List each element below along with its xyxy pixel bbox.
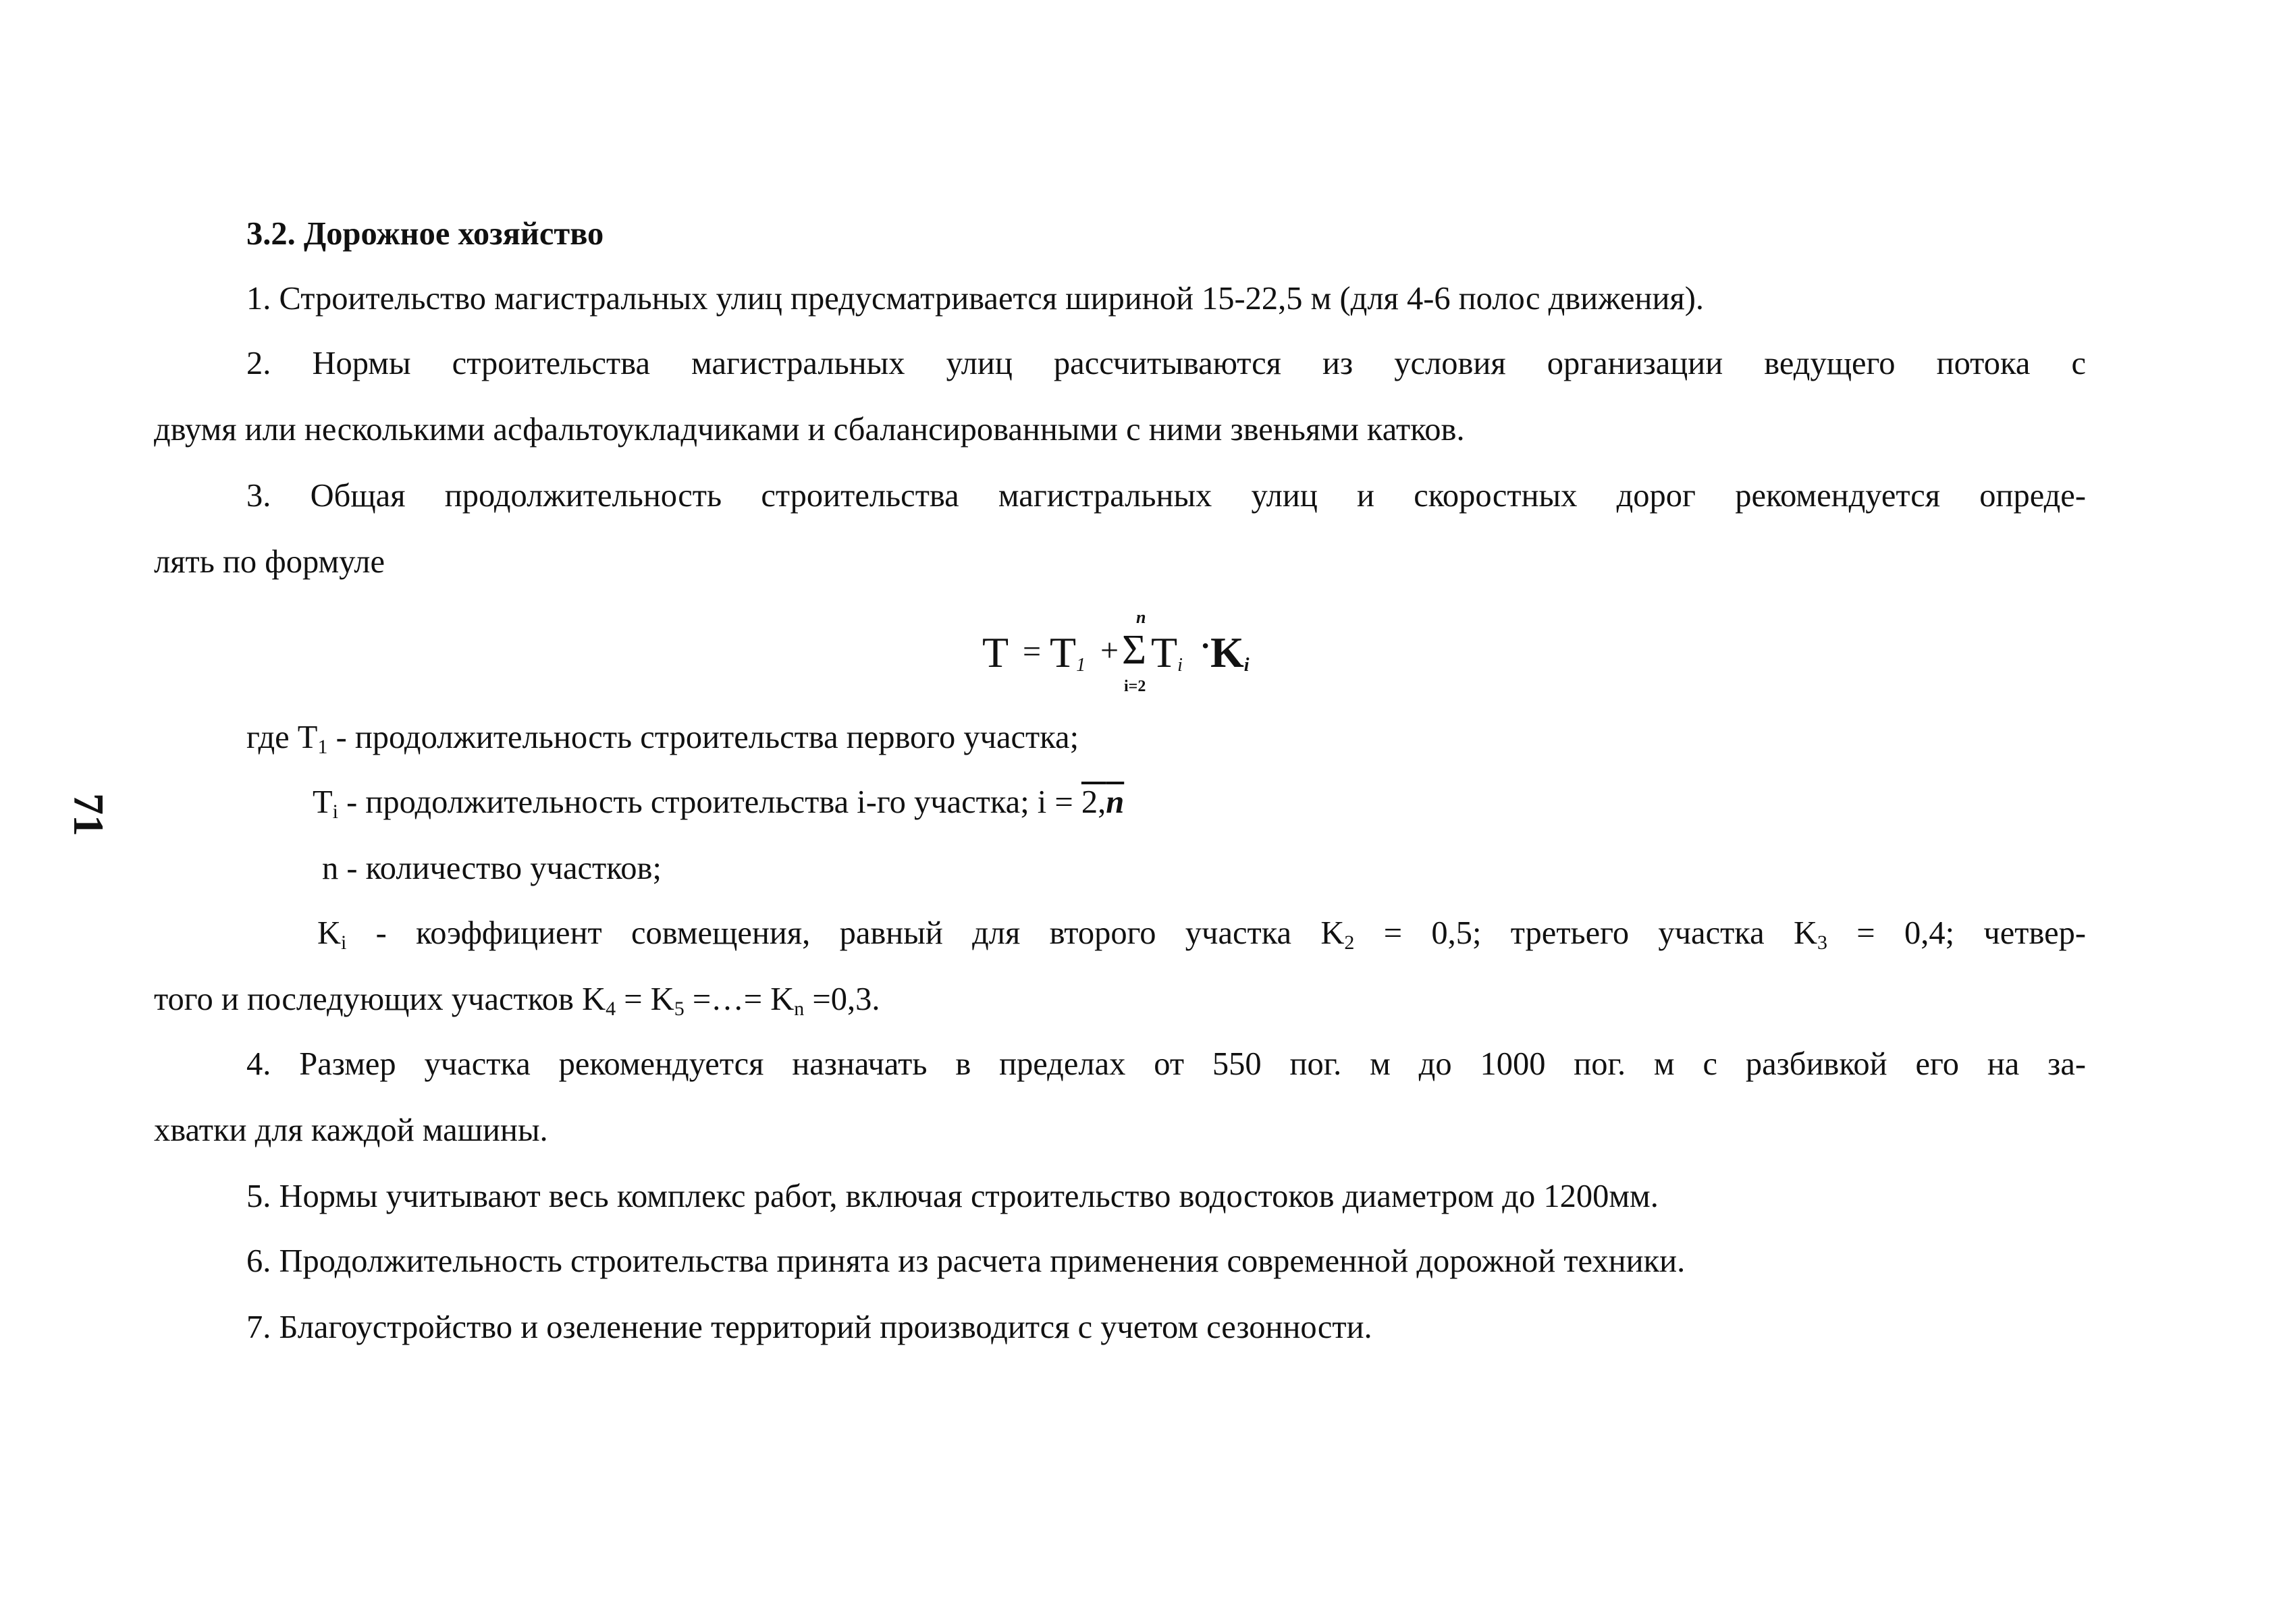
formula-sum-upper: n [1136,607,1146,627]
definition-ti: $T_i$ - продолжительность строительства i-го участка; i = 2,n [313,784,1125,823]
paragraph-6: 6. Продолжительность строительства принята из расчета применения современной дорожной техники. [246,1243,1686,1279]
definition-t1: где $T_1$ - продолжительность строительства первого участка; [246,720,1079,758]
paragraph-2-line-2: двумя или несколькими асфальтоукладчиками и сбалансированными с ними звеньями катков. [154,412,1465,448]
paragraph-3-line-1: 3. Общая продолжительность строительства магистральных улиц и скоростных дорог рекомендуется опреде- [246,478,2086,514]
formula-k: Ki [1210,628,1250,676]
duration-formula [982,607,1266,702]
formula-sum-lower: i=2 [1124,678,1146,695]
paragraph-1: 1. Строительство магистральных улиц предусматривается шириной 15-22,5 м (для 4-6 полос движения). [246,281,1705,317]
definition-n: n - количество участков; [322,850,662,886]
formula-lhs: T [982,628,1009,676]
paragraph-2-line-1: 2. Нормы строительства магистральных улиц рассчитываются из условия организации ведущего потока с [246,346,2086,381]
formula-dot: · [1198,622,1213,670]
formula-sigma: Σ [1122,627,1147,673]
formula-equals: = [1023,634,1042,670]
paragraph-7: 7. Благоустройство и озеленение территорий производится с учетом сезонности. [246,1309,1372,1345]
formula-t1: T1 [1050,628,1086,676]
paragraph-4-line-1: 4. Размер участка рекомендуется назначать в пределах от 550 пог. м до 1000 пог. м с разбивкой его на за- [246,1046,2086,1082]
page-number: 71 [65,793,113,836]
section-heading: 3.2. Дорожное хозяйство [246,216,604,252]
paragraph-5: 5. Нормы учитывают весь комплекс работ, включая строительство водостоков диаметром до 1200мм. [246,1179,1659,1214]
definition-ki-line-1: $K_i$ - коэффициент совмещения, равный для второго участка $K_2 = 0,5$; третьего участка $K_3 = 0,4$; четвер- [317,915,2087,954]
paragraph-3-line-2: лять по формуле [154,544,385,580]
paragraph-4-line-2: хватки для каждой машины. [154,1112,548,1148]
definition-ki-line-2: того и последующих участков $K_4 = K_5$ =…= $K_n =0,3$. [154,981,880,1020]
formula-ti: Ti [1151,628,1183,676]
formula-plus: + [1100,632,1119,668]
